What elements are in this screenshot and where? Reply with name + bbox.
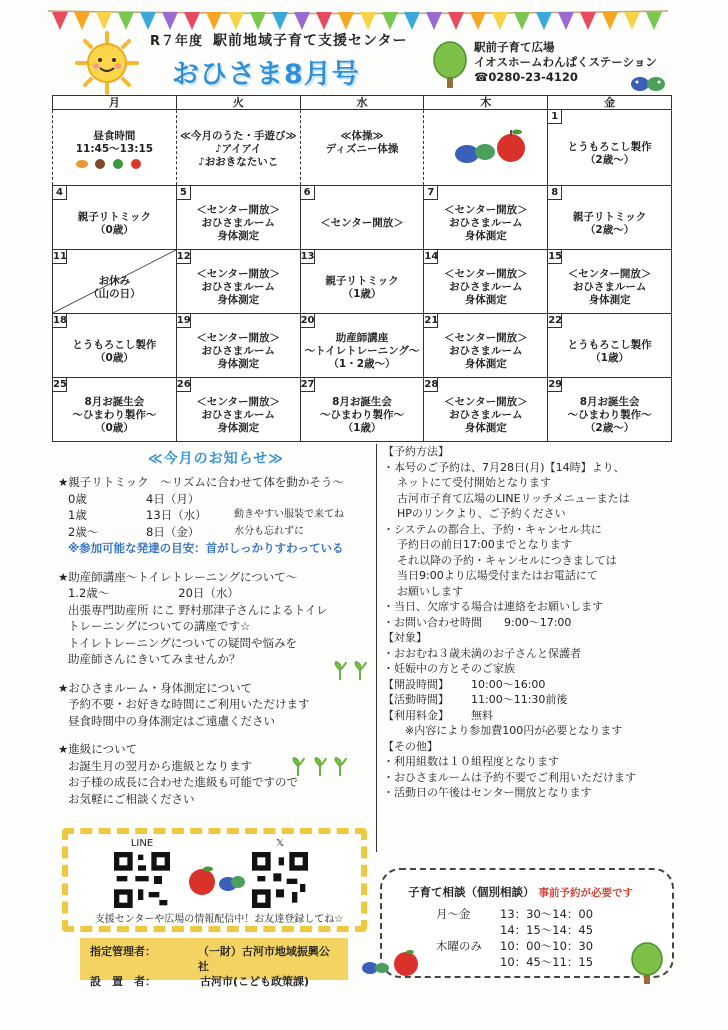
apple-bird-icon [186,864,246,898]
line-label: LINE [130,838,154,849]
sprout-icon [332,660,372,682]
rhythmic-heading: ★親子リトミック ～リズムに合わせて体を動かそう～ [58,475,344,489]
event-line: 身体測定 [464,422,507,434]
sns-caption: 支援センターや広場の情報配信中！お友達登録してね☆ [94,914,344,925]
day-number: 29 [548,379,563,390]
day-number: 25 [53,379,67,390]
reservation-line: お願いします [397,584,463,598]
notices-title: ≪今月のお知らせ≫ [148,451,284,467]
event-line: ＜センター開放＞ [443,332,528,344]
cell-day-20 [300,314,424,378]
day-number: 8 [548,186,562,200]
weekday-thu: 木 [424,96,548,110]
day-number: 15 [548,251,563,262]
midwife-line: 助産師さんにきいてみませんか？ [68,652,241,666]
event-line: ～ひまわり製作～ [72,409,157,421]
day [436,922,500,938]
event-line: ＜センター開放＞ [443,204,528,216]
weekday-fri: 金 [548,96,672,110]
event-age: （1歳） [342,287,382,300]
event-line: 身体測定 [588,294,631,306]
open-hours [383,677,674,693]
time: 10：00～10：30 [500,939,594,953]
day-number: 5 [177,186,191,200]
cell-day-12 [176,250,300,314]
event-line: ＜センター開放＞ [196,204,280,216]
event-line: おひさまルーム [449,217,523,229]
event-line: おひさまルーム [449,409,523,421]
cell-day-5 [176,186,300,250]
reservation-line: ネットにて受付開始となります [397,476,551,489]
label: 設 置 者： [90,975,156,988]
food-icons [74,156,154,170]
day-number: 11 [53,251,67,262]
event-line: おひさまルーム [201,281,275,293]
cell-exercise-info [300,110,424,186]
title-text: 子育て相談（個別相談） [408,885,535,899]
other-heading: 【その他】 [383,739,438,753]
cell-day-11 [53,250,177,314]
event-line: ＜センター開放＞ [320,217,404,229]
cell-day-6 [300,186,424,250]
cell-day-19 [176,314,300,378]
target-heading: 【対象】 [383,631,427,644]
day-number: 1 [548,110,562,124]
event-line: （山の日） [88,287,141,300]
fee [383,708,674,724]
label: 【開設時間】 [383,677,449,691]
day-number: 28 [424,379,439,390]
time: 13：30～14：00 [500,907,594,921]
center-name: 駅前地域子育て支援センター [213,33,408,49]
event-line: ～ひまわり製作～ [319,409,404,421]
label: 【利用料金】 [383,708,449,722]
inquiry-hours: ・お問い合わせ時間 9:00～17:00 [383,615,572,629]
day: 月～金 [436,907,471,921]
promotion-heading: ★進級について [58,742,138,756]
cell-day-18 [53,314,177,378]
age: 1歳 [68,508,87,522]
time: 14：15～14：45 [500,923,594,937]
event-line: とうもろこし製作 [72,338,157,351]
event-line: 親子リトミック [325,274,399,287]
cell-day-22 [548,314,672,378]
event-line: 身体測定 [217,358,260,370]
event-line: 身体測定 [217,294,260,306]
midwife-line: 出張専門助産所 にこ 野村那津子さんによるトイレ [68,602,328,617]
fiscal-year: R７年度 [150,34,204,49]
event-line: ～トイレトレーニング～ [304,345,420,357]
value: 無料 [471,708,493,722]
day-number: 13 [300,251,315,262]
reservation-line: ・本号のご予約は、7月28日(月)【14時】より、 [383,460,625,474]
room-line: 予約不要・お好きな時間にご利用いただけます [68,697,310,711]
org-phone: ☎0280-23-4120 [474,70,578,84]
sun-icon [74,30,140,96]
founder-row [90,974,338,989]
event-age: （0歳） [94,422,134,434]
event-line: おひさまルーム [572,281,647,293]
event-line: ＜センター開放＞ [196,396,280,408]
header [0,0,728,96]
cell-day-4 [53,186,177,250]
time: 10：45～11：15 [500,955,594,969]
other-line: ・活動日の午後はセンター開放となります [383,786,592,799]
day [436,954,500,970]
event-line: ～ひまわり製作～ [567,409,652,421]
cell-day-26 [176,378,300,442]
day-number: 14 [424,251,439,262]
fee-note: ※内容により参加費100円が必要となります [405,724,623,737]
manager-box [80,938,348,988]
reservation-line: 古河市子育て広場のLINEリッチメニューまたは [397,491,630,505]
promotion-line: お子様の成長に合わせた進級も可能ですので [68,775,298,789]
bird-apple-icon [360,948,420,978]
reservation-line: それ以降の予約・キャンセルにつきましては [397,553,617,567]
cell-song-info [176,110,300,186]
reservation-column [376,444,674,852]
org-station: イオスホームわんぱくステーション [474,55,657,69]
sns-box [62,828,367,932]
sprout-icon [290,756,350,778]
song-2: ♪おおきなたいこ [198,156,279,168]
event-line: お休み [98,274,131,287]
event-line: 身体測定 [217,230,260,242]
cell-day-25 [53,378,177,442]
event-line: 助産師講座 [335,332,389,344]
reservation-line: ・システムの都合上、予約・キャンセル共に [383,522,602,536]
cell-day-8 [548,186,672,250]
event-line: おひさまルーム [449,281,523,293]
other-line: ・利用組数は１０組程度となります [383,755,559,768]
event-line: 身体測定 [464,230,507,242]
label: 【活動時間】 [383,693,449,706]
event-line: 身体測定 [464,294,507,306]
consultation-times [436,906,593,970]
value: 古河市(こども政策課) [200,975,310,988]
age: 2歳～ [68,524,99,539]
event-age: （1・2歳～） [328,358,396,370]
day-number: 26 [176,379,191,390]
rhythmic-row-0 [58,491,378,508]
calendar-table [52,95,672,442]
value: 10:00～16:00 [471,677,546,691]
event-age: （1歳） [342,422,382,434]
event-line: とうもろこし製作 [567,338,652,351]
cell-day-21 [424,314,548,378]
line-qr-code[interactable] [114,852,170,908]
tip: 水分も忘れずに [234,525,304,537]
exercise-name: ディズニー体操 [325,143,399,155]
consultation-title [408,884,633,901]
value: 11:00～11:30前後 [471,693,568,706]
cell-day-7 [424,186,548,250]
event-line: 8月お誕生会 [332,396,392,408]
date: 8日（金） [146,524,200,539]
weekday-wed: 水 [300,96,424,110]
cell-illustration [424,110,548,186]
rhythmic-note: ※参加可能な発達の目安：首がしっかりすわっている [68,541,344,555]
room-line: 昼食時間中の身体測定はご遠慮ください [68,713,275,728]
day-number: 18 [53,315,67,326]
date: 13日（水） [146,508,207,522]
day-number: 6 [301,186,315,200]
event-line: ＜センター開放＞ [567,268,652,280]
lunch-label: 昼食時間 [93,130,136,142]
day-number: 21 [424,315,439,326]
event-age: （2歳～） [584,422,635,434]
midwife-line: トレーニングについての講座です☆ [68,619,251,633]
event-line: 身体測定 [217,422,260,434]
cell-day-13 [300,250,424,314]
midwife-date: 1.2歳～ 20日（水） [68,586,239,600]
event-line: おひさまルーム [201,217,275,229]
time-row [436,954,593,970]
rhythmic-row-2 [58,524,378,541]
tip: 動きやすい服装で来てね [234,509,344,520]
time-row [436,938,593,954]
event-line: 親子リトミック [572,210,647,223]
event-line: 身体測定 [464,358,507,370]
event-age: （2歳～） [584,153,635,166]
event-age: （1歳） [590,351,629,364]
event-line: ＜センター開放＞ [443,396,528,408]
song-heading: ≪今月のうた・手遊び≫ [179,130,297,142]
lunch-time: 11:45～13:15 [75,143,154,155]
day: 木曜のみ [436,939,482,953]
event-line: ＜センター開放＞ [443,268,528,280]
value: （一財）古河市地域振興公社 [197,945,330,973]
weekday-tue: 火 [176,96,300,110]
event-line: ＜センター開放＞ [196,268,280,280]
label: 指定管理者： [90,945,156,958]
cell-day-14 [424,250,548,314]
midwife-notice [58,569,378,668]
target-line: ・おおむね３歳未満のお子さんと保護者 [383,646,581,660]
midwife-line: トイレトレーニングについての疑問や悩みを [68,635,297,650]
org-name: 駅前子育て広場 [474,40,555,54]
weekday-mon: 月 [53,96,177,110]
event-line: 親子リトミック [77,210,152,223]
day-number: 4 [53,186,67,200]
activity-hours [383,692,674,708]
event-line: 8月お誕生会 [579,396,640,408]
cell-day-29 [548,378,672,442]
day-number: 7 [424,186,438,200]
event-line: とうもろこし製作 [567,140,652,153]
cell-day-28 [424,378,548,442]
event-line: おひさまルーム [201,409,275,421]
rhythmic-notice [58,474,378,557]
promotion-line: お気軽にご相談ください [68,791,195,806]
cell-day-27 [300,378,424,442]
reservation-line: 当日9:00より広場受付またはお電話にて [397,569,598,582]
reservation-line: HPのリンクより、ご予約ください [397,507,566,520]
tree-icon [432,40,468,90]
x-label: 𝕏 [275,838,285,849]
exercise-heading: ≪体操≫ [340,130,384,142]
other-line: ・おひさまルームは予約不要でご利用いただけます [383,770,636,784]
bird-apple-icon [441,124,531,168]
room-heading: ★おひさまルーム・身体測定について [58,680,253,695]
song-1: ♪アイアイ [214,143,262,155]
cell-day-15 [548,250,672,314]
reservation-required-note: 事前予約が必要です [538,887,633,899]
cell-lunch-info [53,110,177,186]
promotion-line: お誕生月の翌月から進級となります [68,758,252,773]
day-number: 20 [300,315,315,326]
room-notice [58,680,378,730]
absence-note: ・当日、欠席する場合は連絡をお願いします [383,600,603,613]
tree-icon [630,942,664,986]
day-number: 19 [176,315,191,326]
manager-row [90,944,338,974]
target-line: ・妊娠中の方とそのご家族 [383,662,515,675]
newsletter-title: おひさま8月号 [172,59,360,90]
cell-day-1 [548,110,672,186]
event-line: 8月お誕生会 [84,396,145,408]
day-number: 22 [548,315,563,326]
time-row [436,922,593,938]
date: 4日（月） [146,491,200,506]
event-age: （0歳） [94,351,134,364]
rhythmic-row-1 [58,507,378,524]
birds-icon [628,72,668,92]
day-number: 12 [176,251,191,262]
midwife-heading: ★助産師講座～トイレトレーニングについて～ [58,569,298,584]
age: 0歳 [68,491,87,506]
event-age: （2歳～） [584,223,635,236]
event-age: （0歳） [94,223,134,236]
event-line: おひさまルーム [449,345,523,357]
event-line: おひさまルーム [201,345,275,357]
day-number: 27 [300,379,315,390]
reservation-line: 予約日の前日17:00までとなります [397,538,572,551]
event-line: ＜センター開放＞ [196,332,280,344]
reservation-heading: 【予約方法】 [383,445,449,458]
time-row [436,906,593,922]
year-center-title [150,30,407,50]
x-qr-code[interactable] [252,852,308,908]
